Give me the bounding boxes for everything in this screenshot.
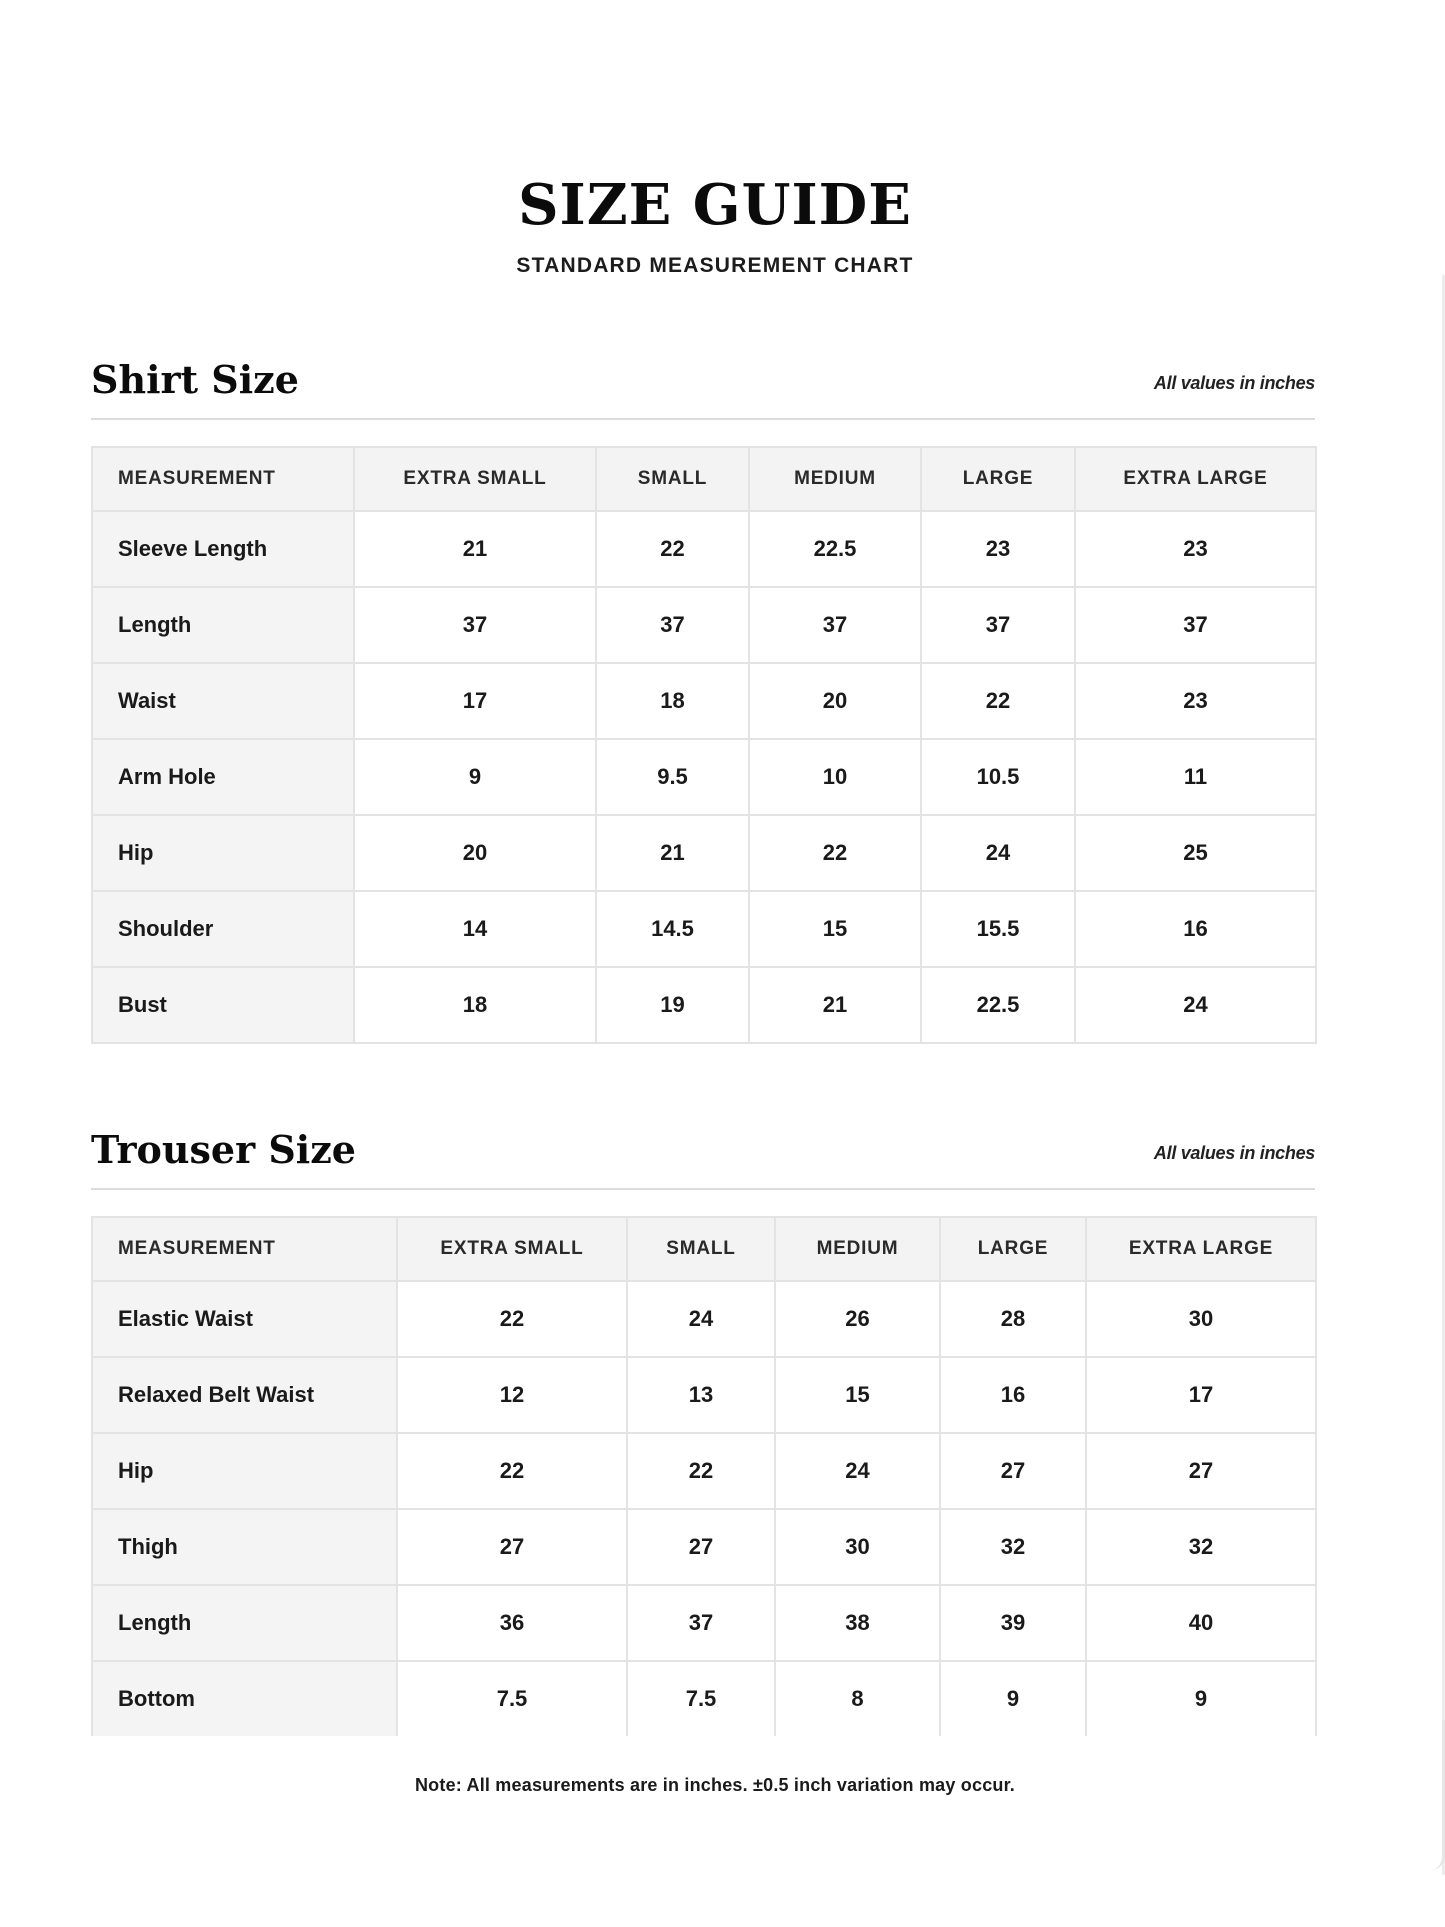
table-row — [92, 967, 1316, 1043]
table-row — [92, 1433, 1316, 1509]
table-header-row — [92, 447, 1316, 511]
table-cell: 24 — [1075, 967, 1316, 1043]
row-label: Elastic Waist — [92, 1281, 397, 1357]
table-cell: 30 — [1086, 1281, 1316, 1357]
table-header-row — [92, 1217, 1316, 1281]
shirt-unit-note: All values in inches — [1153, 373, 1315, 393]
column-header-small: SMALL — [596, 447, 749, 511]
table-cell: 24 — [627, 1281, 775, 1357]
table-cell: 21 — [596, 815, 749, 891]
table-cell: 30 — [775, 1509, 940, 1585]
table-cell: 32 — [1086, 1509, 1316, 1585]
table-cell: 23 — [921, 511, 1075, 587]
column-header-extra-small: EXTRA SMALL — [397, 1217, 627, 1281]
table-cell: 36 — [397, 1585, 627, 1661]
trouser-size-table — [91, 1216, 1317, 1736]
table-cell: 27 — [627, 1509, 775, 1585]
shirt-size-section — [91, 356, 1315, 1044]
table-cell: 9 — [1086, 1661, 1316, 1736]
trouser-size-section — [91, 1126, 1315, 1736]
page-subtitle: STANDARD MEASUREMENT CHART — [516, 254, 914, 277]
table-cell: 27 — [1086, 1433, 1316, 1509]
row-label: Bottom — [92, 1661, 397, 1736]
table-row — [92, 1661, 1316, 1736]
shirt-section-header — [91, 356, 1315, 420]
table-cell: 8 — [775, 1661, 940, 1736]
table-cell: 26 — [775, 1281, 940, 1357]
row-label: Arm Hole — [92, 739, 354, 815]
table-cell: 22 — [921, 663, 1075, 739]
trouser-section-header — [91, 1126, 1315, 1190]
table-cell: 15.5 — [921, 891, 1075, 967]
shirt-size-table — [91, 446, 1317, 1044]
table-cell: 9 — [354, 739, 596, 815]
table-row — [92, 891, 1316, 967]
table-cell: 37 — [1075, 587, 1316, 663]
table-cell: 40 — [1086, 1585, 1316, 1661]
table-cell: 37 — [627, 1585, 775, 1661]
row-label: Sleeve Length — [92, 511, 354, 587]
table-cell: 18 — [596, 663, 749, 739]
row-label: Length — [92, 587, 354, 663]
table-row — [92, 1281, 1316, 1357]
table-cell: 7.5 — [397, 1661, 627, 1736]
column-header-measurement: MEASUREMENT — [92, 1217, 397, 1281]
table-cell: 16 — [1075, 891, 1316, 967]
table-cell: 27 — [940, 1433, 1086, 1509]
table-cell: 32 — [940, 1509, 1086, 1585]
table-cell: 15 — [775, 1357, 940, 1433]
row-label: Bust — [92, 967, 354, 1043]
row-label: Hip — [92, 1433, 397, 1509]
table-cell: 39 — [940, 1585, 1086, 1661]
table-cell: 10.5 — [921, 739, 1075, 815]
page-header — [0, 170, 1430, 278]
table-cell: 9 — [940, 1661, 1086, 1736]
shirt-section-title: Shirt Size — [91, 357, 299, 402]
column-header-measurement: MEASUREMENT — [92, 447, 354, 511]
table-cell: 22 — [397, 1281, 627, 1357]
column-header-medium: MEDIUM — [775, 1217, 940, 1281]
table-cell: 23 — [1075, 511, 1316, 587]
column-header-large: LARGE — [921, 447, 1075, 511]
table-cell: 28 — [940, 1281, 1086, 1357]
table-cell: 10 — [749, 739, 921, 815]
table-cell: 27 — [397, 1509, 627, 1585]
table-cell: 13 — [627, 1357, 775, 1433]
table-cell: 37 — [921, 587, 1075, 663]
table-cell: 19 — [596, 967, 749, 1043]
trouser-unit-note: All values in inches — [1153, 1143, 1315, 1163]
table-cell: 22 — [397, 1433, 627, 1509]
table-cell: 14.5 — [596, 891, 749, 967]
table-row — [92, 587, 1316, 663]
table-cell: 37 — [749, 587, 921, 663]
column-header-extra-large: EXTRA LARGE — [1075, 447, 1316, 511]
row-label: Length — [92, 1585, 397, 1661]
table-cell: 24 — [921, 815, 1075, 891]
table-row — [92, 511, 1316, 587]
table-cell: 22.5 — [749, 511, 921, 587]
table-cell: 21 — [749, 967, 921, 1043]
table-row — [92, 1585, 1316, 1661]
table-cell: 12 — [397, 1357, 627, 1433]
table-cell: 37 — [596, 587, 749, 663]
page-title: SIZE GUIDE — [518, 172, 912, 238]
table-cell: 16 — [940, 1357, 1086, 1433]
table-cell: 17 — [354, 663, 596, 739]
table-cell: 17 — [1086, 1357, 1316, 1433]
table-cell: 21 — [354, 511, 596, 587]
table-cell: 20 — [354, 815, 596, 891]
row-label: Relaxed Belt Waist — [92, 1357, 397, 1433]
table-cell: 9.5 — [596, 739, 749, 815]
table-row — [92, 663, 1316, 739]
table-cell: 22 — [596, 511, 749, 587]
table-cell: 7.5 — [627, 1661, 775, 1736]
column-header-extra-large: EXTRA LARGE — [1086, 1217, 1316, 1281]
column-header-medium: MEDIUM — [749, 447, 921, 511]
table-cell: 15 — [749, 891, 921, 967]
row-label: Hip — [92, 815, 354, 891]
table-row — [92, 739, 1316, 815]
row-label: Thigh — [92, 1509, 397, 1585]
table-cell: 22 — [749, 815, 921, 891]
table-cell: 38 — [775, 1585, 940, 1661]
table-cell: 25 — [1075, 815, 1316, 891]
footer-note: Note: All measurements are in inches. ±0.5 inch variation may occur. — [414, 1775, 1016, 1795]
table-cell: 22.5 — [921, 967, 1075, 1043]
table-cell: 14 — [354, 891, 596, 967]
table-cell: 11 — [1075, 739, 1316, 815]
table-cell: 22 — [627, 1433, 775, 1509]
row-label: Shoulder — [92, 891, 354, 967]
trouser-section-title: Trouser Size — [91, 1127, 356, 1172]
column-header-small: SMALL — [627, 1217, 775, 1281]
column-header-extra-small: EXTRA SMALL — [354, 447, 596, 511]
column-header-large: LARGE — [940, 1217, 1086, 1281]
table-cell: 37 — [354, 587, 596, 663]
table-row — [92, 1509, 1316, 1585]
table-cell: 20 — [749, 663, 921, 739]
table-cell: 18 — [354, 967, 596, 1043]
table-row — [92, 1357, 1316, 1433]
row-label: Waist — [92, 663, 354, 739]
table-cell: 24 — [775, 1433, 940, 1509]
table-cell: 23 — [1075, 663, 1316, 739]
table-row — [92, 815, 1316, 891]
